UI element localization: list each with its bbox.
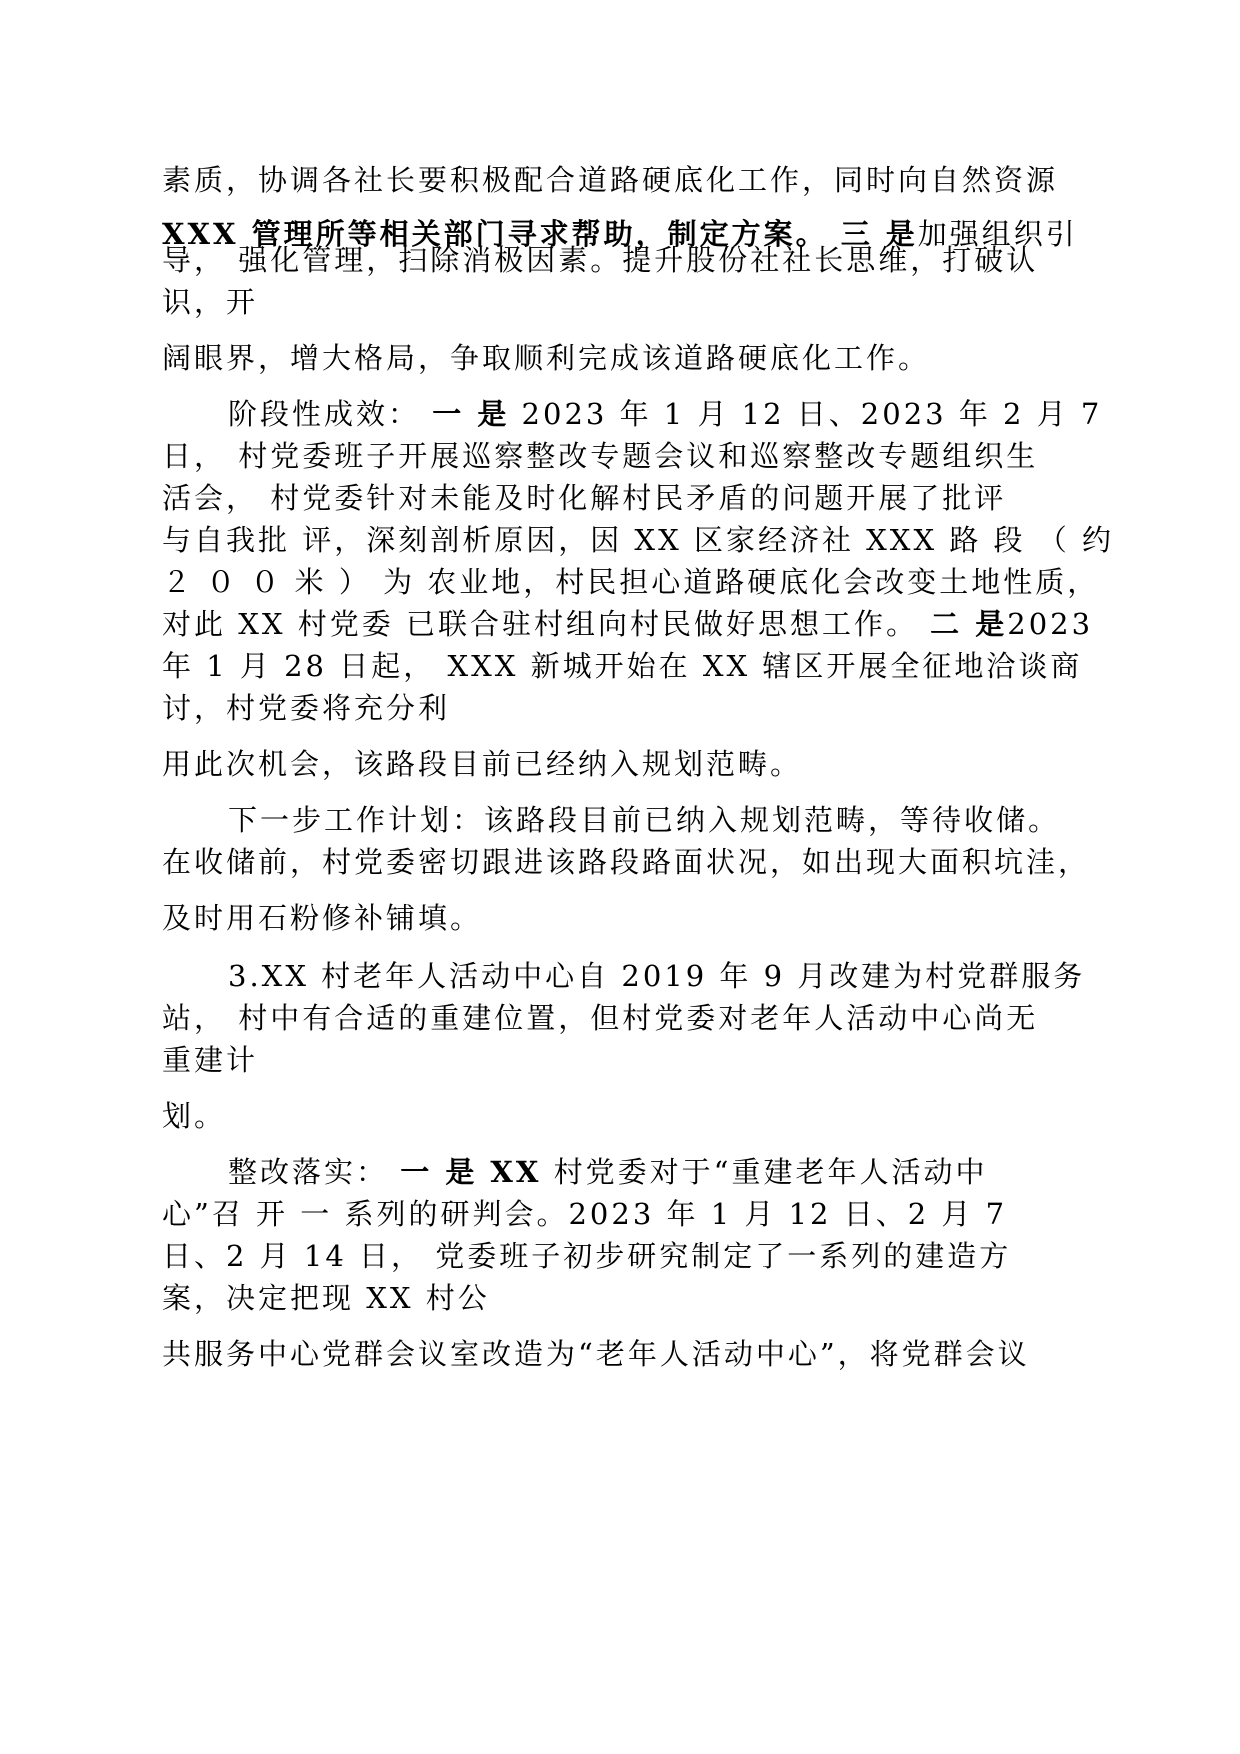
text-line [162, 520, 1114, 560]
text-run: 素质，协调各社长要积极配合道路硬底化工作，同时向自然资源 [162, 163, 1059, 197]
text-run: 对此 XX 村党委 已联合驻村组向村民做好思想工作。 [162, 607, 931, 641]
text-run: 加强组织引 [917, 217, 1078, 251]
text-run: 日， 村党委班子开展巡察整改专题会议和巡察整改专题组织生 [162, 439, 1039, 473]
text-line [162, 998, 1038, 1038]
text-line [162, 436, 1038, 476]
text-run: 日、2 月 14 日， 党委班子初步研究制定了一系列的建造方 [162, 1239, 1012, 1273]
text-run: 在收储前，村党委密切跟进该路段路面状况，如出现大面积坑洼， [162, 845, 1091, 879]
text-run: 导， 强化管理，扫除消极因素。提升股份社社长思维，打破认 [162, 243, 1039, 277]
bold-text-run: 一 是 [432, 397, 510, 431]
bold-text-run: 二 是 [930, 607, 1008, 641]
text-line [162, 1334, 1030, 1374]
text-line [162, 338, 930, 378]
bold-text-run: 一 是 XX [400, 1155, 542, 1189]
text-run: 案，决定把现 XX 村公 [162, 1281, 490, 1315]
text-line [162, 604, 1093, 644]
text-run: 3.XX 村老年人活动中心自 2019 年 9 月改建为村党群服务 [228, 959, 1086, 993]
text-line [162, 562, 1099, 602]
text-run: 划。 [162, 1099, 227, 1133]
text-run: 与自我批 评，深刻剖析原因，因 XX 区家经济社 XXX 路 段 （ 约 [162, 523, 1114, 557]
text-run: 2023 [1007, 607, 1094, 641]
text-run: 及时用石粉修补铺填。 [162, 901, 483, 935]
text-run: 下一步工作计划：该路段目前已纳入规划范畴，等待收储。 [228, 803, 1061, 837]
text-run: 识，开 [162, 285, 259, 319]
text-run: 心”召 开 一 系列的研判会。2023 年 1 月 12 日、2 月 7 [162, 1197, 1008, 1231]
text-line [162, 1194, 1007, 1234]
text-line [162, 282, 258, 322]
paragraph-start-line [228, 1152, 987, 1192]
text-line [162, 1040, 258, 1080]
text-run: 阔眼界，增大格局，争取顺利完成该道路硬底化工作。 [162, 341, 931, 375]
text-line [162, 1096, 226, 1136]
text-line [162, 478, 1006, 518]
text-line [162, 744, 802, 784]
text-run: ２ ０ ０ 米 ） 为 农业地，村民担心道路硬底化会改变土地性质， [162, 565, 1100, 599]
text-line [162, 842, 1090, 882]
text-run: 活会， 村党委针对未能及时化解村民矛盾的问题开展了批评 [162, 481, 1007, 515]
text-run: 共服务中心党群会议室改造为“老年人活动中心”，将党群会议 [162, 1337, 1030, 1371]
text-line [162, 1278, 490, 1318]
text-line [162, 240, 1038, 280]
text-line [162, 1236, 1011, 1276]
bold-text-run: XXX 管理所等相关部门寻求帮助，制定方案。 三 是 [162, 217, 918, 251]
text-run: 重建计 [162, 1043, 259, 1077]
text-line [162, 646, 1082, 686]
text-run: 村党委对于“重建老年人活动中 [541, 1155, 988, 1189]
text-run: 整改落实： [228, 1155, 401, 1189]
text-line [162, 160, 1058, 200]
text-line [162, 688, 450, 728]
paragraph-start-line [228, 956, 1085, 996]
text-run: 2023 年 1 月 12 日、2023 年 2 月 7 [509, 397, 1103, 431]
text-run: 阶段性成效： [228, 397, 433, 431]
text-line [162, 898, 482, 938]
text-run: 用此次机会，该路段目前已经纳入规划范畴。 [162, 747, 803, 781]
text-run: 年 1 月 28 日起， XXX 新城开始在 XX 辖区开展全征地洽谈商 [162, 649, 1083, 683]
text-run: 讨，村党委将充分利 [162, 691, 451, 725]
paragraph-start-line [228, 394, 1102, 434]
text-run: 站， 村中有合适的重建位置，但村党委对老年人活动中心尚无 [162, 1001, 1039, 1035]
paragraph-start-line [228, 800, 1060, 840]
